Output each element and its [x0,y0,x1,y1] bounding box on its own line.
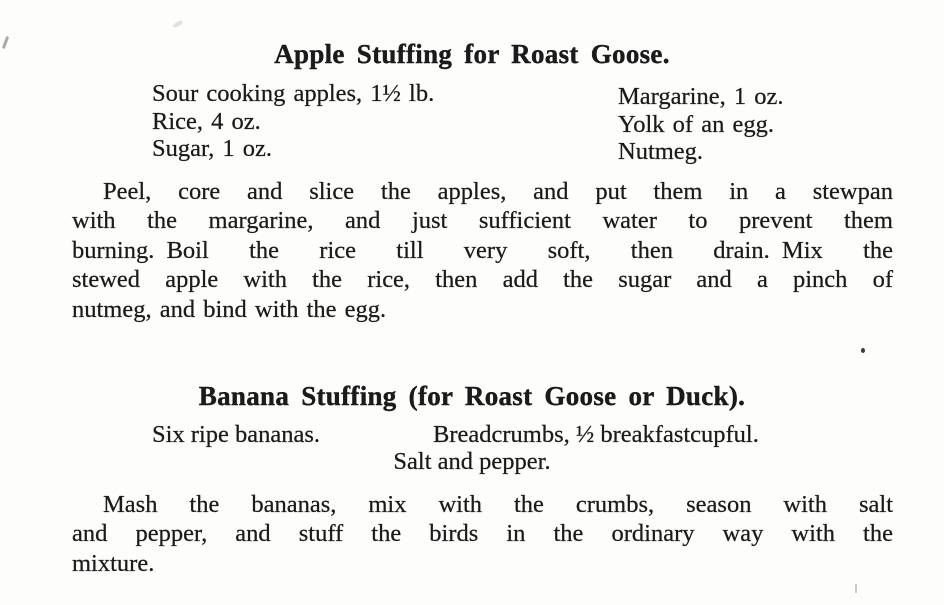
ingredient-item: Margarine, 1 oz. [618,83,784,110]
ingredient-item: Rice, 4 oz. [152,107,261,135]
method-line: burning. Boil the rice till very soft, then drain. Mix the [72,236,893,264]
ingredient-item: Yolk of an egg. [618,110,774,138]
banana-stuffing-method [72,490,893,578]
ingredient-item: Six ripe bananas. [152,421,321,448]
apple-stuffing-ingredients-right [618,83,783,166]
ingredient-item: Nutmeg. [618,138,704,166]
method-line: with the margarine, and just sufficient water to prevent them [72,207,893,235]
banana-stuffing-title: Banana Stuffing (for Roast Goose or Duck). [198,381,746,411]
method-line: Mash the bananas, mix with the crumbs, season with salt [103,491,893,518]
method-line: nutmeg, and bind with the egg. [72,295,387,323]
method-line: stewed apple with the rice, then add the sugar and a pinch of [72,266,893,294]
apple-stuffing-title: Apple Stuffing for Roast Goose. [274,39,670,69]
method-line: Peel, core and slice the apples, and put them in a stewpan [103,178,893,205]
scan-speck [173,20,184,28]
banana-stuffing-ingredients-row1 [0,421,944,449]
ingredient-item: Breadcrumbs, ½ breakfastcupful. [433,421,759,448]
ingredient-item: Sour cooking apples, 1½ lb. [152,80,435,107]
scan-speck [861,348,865,353]
banana-stuffing-ingredients-row2: Salt and pepper. [393,448,551,475]
apple-stuffing-method [72,177,893,324]
method-line: and pepper, and stuff the birds in the ordinary way with the [72,520,893,548]
method-line: mixture. [72,549,155,577]
scan-speck [855,584,857,593]
ingredient-item: Sugar, 1 oz. [152,135,273,163]
apple-stuffing-ingredients-left [152,80,434,163]
